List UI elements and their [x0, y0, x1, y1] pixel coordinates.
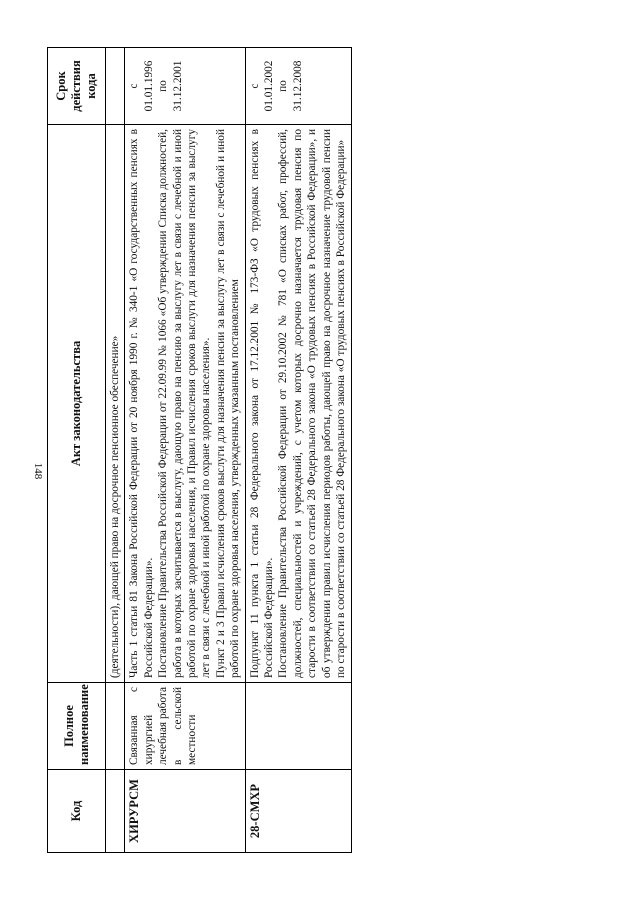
table-row: [245, 48, 351, 853]
act-paragraph: Пункт 2 и 3 Правил исчисления сроков выслуги для назначения пенсии за выслугу лет в связи с лечебной и иной работой по охране здоровья населения, утвержденных указанным постановлением: [214, 129, 242, 678]
term-start-date: 01.01.2002: [263, 60, 276, 112]
table-header-row: [48, 48, 106, 853]
act-paragraph: Часть 1 статьи 81 Закона Российской Федерации от 20 ноября 1990 г. № 340-1 «О государственных пенсиях в Российской Федерации».: [128, 129, 155, 678]
term-end-date: 31.12.2001: [171, 60, 184, 112]
row-name: [245, 683, 351, 770]
term-from-label: с: [248, 83, 261, 89]
row-code: ХИРУРСМ: [125, 770, 245, 853]
row-name: Связанная с хирургией лечебная работа в сельской местности: [125, 683, 245, 770]
term-start-date: 01.01.1996: [142, 60, 155, 112]
section-empty-cell: [106, 683, 125, 770]
header-name: Полное наименование: [48, 683, 106, 770]
header-code: Код: [48, 770, 106, 853]
page-number: 148: [32, 462, 44, 480]
section-text: (деятельности), дающей право на досрочное пенсионное обеспечение»: [106, 125, 125, 683]
section-empty-cell: [106, 48, 125, 125]
row-acts: [125, 125, 245, 683]
act-paragraph: Постановление Правительства Российской Федерации от 22.09.99 № 1066 «Об утверждении Списка должностей, работа в которых засчитывается в выслугу, дающую право на пенсию за выслугу лет в связи с лечебной и иной работой по охране здоровья населения, и Правил исчисления сроков выслуги для назначения пенсии за выслугу лет в связи с лечебной и иной работой по охране здоровья населения».: [157, 129, 213, 678]
row-term: [125, 48, 245, 125]
act-paragraph: Подпункт 11 пункта 1 статьи 28 Федерального закона от 17.12.2001 № 173-ФЗ «О трудовых пенсиях в Российской Федерации».: [248, 129, 276, 678]
term-to-label: по: [157, 80, 170, 92]
section-empty-cell: [106, 770, 125, 853]
row-code: 28-СМХР: [245, 770, 351, 853]
row-acts: [245, 125, 351, 683]
row-term: [245, 48, 351, 125]
act-paragraph: Постановление Правительства Российской Федерации от 29.10.2002 № 781 «О списках работ, профессий, должностей, специальностей и учреждений, с учетом которых досрочно назначается трудовая пенсия по старости в соответствии со статьей 28 Федерального закона «О трудовых пенсиях в Российской Федерации», и об утверждении правил исчисления периодов работы, дающей право на досрочное назначение трудовой пенсии по старости в соответствии со статьей 28 Федерального закона «О трудовых пенсиях в Российской Федерации»: [277, 129, 348, 678]
table-row: [125, 48, 245, 853]
legislation-table: [47, 47, 352, 853]
term-from-label: с: [128, 83, 141, 89]
term-end-date: 31.12.2008: [291, 60, 304, 112]
header-act: Акт законодательства: [48, 125, 106, 683]
section-row: [106, 48, 125, 853]
header-term: Срок действия кода: [48, 48, 106, 125]
term-to-label: по: [277, 80, 290, 92]
rotated-table-container: [47, 48, 352, 853]
